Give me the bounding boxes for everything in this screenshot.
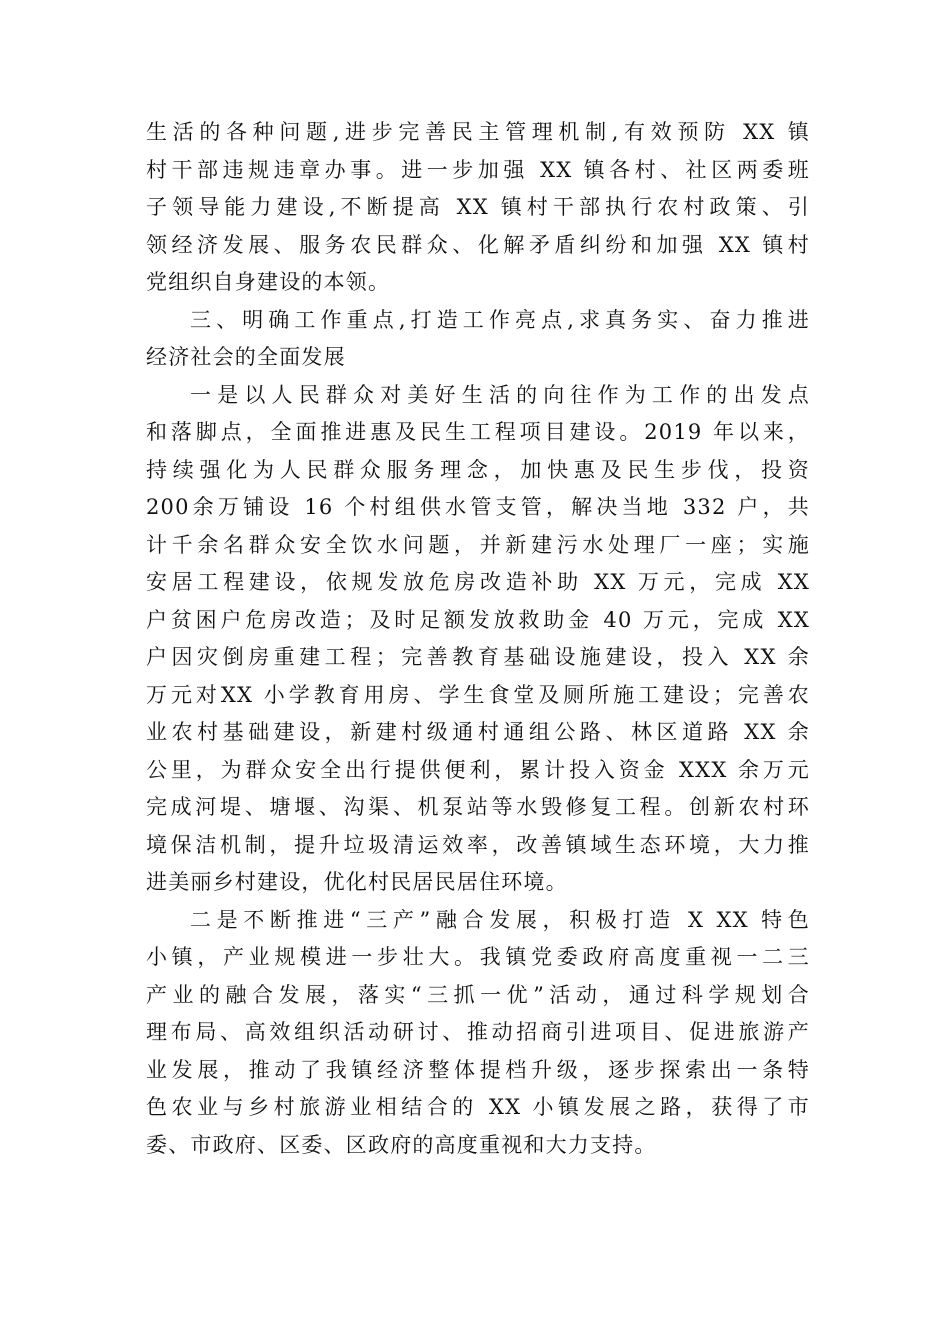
text-line: 产业的融合发展，落实“三抓一优”活动，通过科学规划合 <box>146 982 810 1007</box>
section-heading-3 <box>146 302 810 377</box>
text-line: 色农业与乡村旅游业相结合的 XX 小镇发展之路，获得了市 <box>146 1095 810 1119</box>
text-line: 二是不断推进“三产”融合发展，积极打造 X XX 特色 <box>190 907 810 932</box>
text-line: 党组织自身建设的本领。 <box>146 270 391 294</box>
text-line: 和落脚点，全面推进惠及民生工程项目建设。2019 年以来， <box>146 420 810 444</box>
text-line: 境保洁机制，提升垃圾清运效率，改善镇域生态环境，大力推 <box>146 832 810 857</box>
text-line: 进美丽乡村建设，优化村民居民居住环境。 <box>146 870 568 894</box>
text-line: 户贫困户危房改造；及时足额发放救助金 40 万元，完成 XX <box>146 607 810 632</box>
text-line: 小镇，产业规模进一步壮大。我镇党委政府高度重视一二三 <box>146 945 810 969</box>
text-line: 200余万铺设 16 个村组供水管支管，解决当地 332 户，共 <box>146 495 810 519</box>
text-line: 安居工程建设，依规发放危房改造补助 XX 万元，完成 XX <box>146 570 810 594</box>
paragraph-2 <box>146 377 810 902</box>
text-line: 村干部违规违章办事。进一步加强 XX 镇各村、社区两委班 <box>146 157 810 182</box>
text-line: 理布局、高效组织活动研讨、推动招商引进项目、促进旅游产 <box>146 1020 810 1044</box>
text-line: 子领导能力建设,不断提高 XX 镇村干部执行农村政策、引 <box>146 195 810 219</box>
text-line: 委、市政府、区委、区政府的高度重视和大力支持。 <box>146 1132 657 1157</box>
text-line: 业发展，推动了我镇经济整体提档升级，逐步探索出一条特 <box>146 1057 810 1082</box>
text-line: 一是以人民群众对美好生活的向往作为工作的出发点 <box>190 382 810 407</box>
paragraph-1 <box>146 114 810 302</box>
text-line: 生活的各种问题,进步完善民主管理机制,有效预防 XX 镇 <box>146 120 810 144</box>
text-line: 户因灾倒房重建工程；完善教育基础设施建设，投入 XX 余 <box>146 645 810 669</box>
paragraph-3 <box>146 902 810 1165</box>
text-line: 万元对XX 小学教育用房、学生食堂及厕所施工建设；完善农 <box>146 682 810 707</box>
text-line: 持续强化为人民群众服务理念，加快惠及民生步伐，投资 <box>146 457 810 482</box>
heading-line: 三、明确工作重点,打造工作亮点,求真务实、奋力推进 <box>190 307 810 332</box>
text-line: 公里，为群众安全出行提供便利，累计投入资金 XXX 余万元 <box>146 757 810 782</box>
text-line: 业农村基础建设，新建村级通村通组公路、林区道路 XX 余 <box>146 720 810 744</box>
text-line: 完成河堤、塘堰、沟渠、机泵站等水毁修复工程。创新农村环 <box>146 795 810 819</box>
text-line: 领经济发展、服务农民群众、化解矛盾纠纷和加强 XX 镇村 <box>146 232 810 257</box>
document-body <box>146 114 810 1164</box>
text-line: 计千余名群众安全饮水问题，并新建污水处理厂一座；实施 <box>146 532 810 557</box>
heading-line: 经济社会的全面发展 <box>146 345 346 369</box>
